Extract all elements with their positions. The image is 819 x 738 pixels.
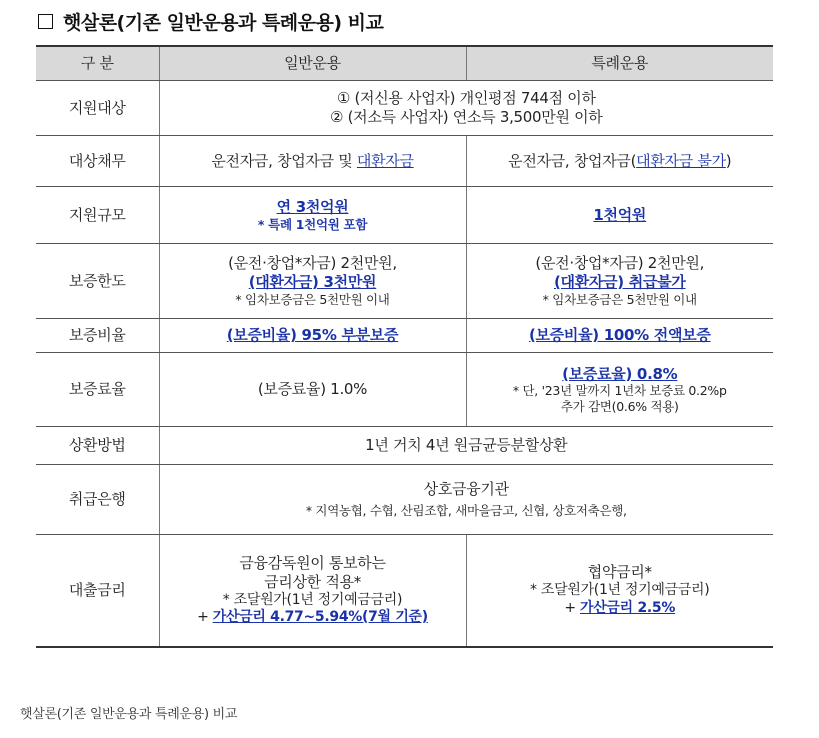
fee-general: (보증료율) 1.0% (257, 380, 368, 399)
bank-cell (159, 465, 773, 535)
debt-special-highlight: 대환자금 불가 (636, 151, 726, 170)
ratio-general-cell (159, 319, 466, 353)
bank-note: * 지역농협, 수협, 산림조합, 새마을금고, 신협, 상호저축은행, (305, 503, 627, 519)
limit-general-note: * 임차보증금은 5천만원 이내 (235, 291, 390, 307)
table-row (36, 353, 773, 427)
rate-general-line-4 (164, 609, 462, 627)
rate-general-prefix: + (197, 609, 213, 625)
table-row (36, 187, 773, 244)
scale-general-note: * 특례 1천억원 포함 (257, 216, 368, 232)
table-row (36, 244, 773, 319)
rate-general-cell (159, 535, 466, 647)
repay-cell: 1년 거치 4년 원금균등분할상환 (159, 427, 773, 465)
ratio-special-cell (466, 319, 773, 353)
row-label-ratio: 보증비율 (36, 319, 159, 353)
fee-general-cell (159, 353, 466, 427)
rate-general-line-2: 금리상한 적용* (264, 572, 361, 591)
table-row (36, 136, 773, 187)
comparison-table (36, 45, 773, 648)
rate-special-prefix: + (564, 599, 580, 616)
rate-general-line-3: * 조달원가(1년 정기예금금리) (222, 591, 403, 608)
debt-general-text: 운전자금, 창업자금 및 (211, 151, 357, 170)
scale-general-cell (159, 187, 466, 244)
debt-general-highlight: 대환자금 (356, 151, 414, 170)
header-general: 일반운용 (159, 46, 466, 81)
ratio-special: (보증비율) 100% 전액보증 (528, 326, 711, 345)
debt-special-end: ) (725, 151, 732, 170)
row-label-rate: 대출금리 (36, 535, 159, 647)
target-cell (159, 81, 773, 136)
rate-special-highlight: 가산금리 2.5% (579, 599, 676, 616)
table-row (36, 319, 773, 353)
checkbox-icon (38, 14, 53, 29)
header-special: 특례운용 (466, 46, 773, 81)
rate-general-highlight: 가산금리 4.77~5.94%(7월 기준) (212, 609, 428, 625)
limit-general-line-2: (대환자금) 3천만원 (248, 273, 377, 292)
row-label-limit: 보증한도 (36, 244, 159, 319)
header-category: 구 분 (36, 46, 159, 81)
limit-special-note: * 임차보증금은 5천만원 이내 (542, 291, 697, 307)
fee-special-note-2: 추가 감면(0.6% 적용) (560, 398, 679, 414)
limit-special-cell (466, 244, 773, 319)
header-row (36, 46, 773, 81)
row-label-scale: 지원규모 (36, 187, 159, 244)
row-label-fee: 보증료율 (36, 353, 159, 427)
scale-special-cell (466, 187, 773, 244)
scale-special-main: 1천억원 (593, 205, 647, 224)
limit-special-line-2: (대환자금) 취급불가 (553, 273, 686, 292)
debt-general-cell (159, 136, 466, 187)
table-row (36, 465, 773, 535)
page-title: 햇살론(기존 일반운용과 특례운용) 비교 (63, 11, 384, 34)
target-line-1: ① (저신용 사업자) 개인평점 744점 이하 (336, 89, 596, 108)
scale-general-main: 연 3천억원 (276, 197, 349, 216)
row-label-repay: 상환방법 (36, 427, 159, 465)
table-row (36, 427, 773, 465)
debt-special-text: 운전자금, 창업자금( (508, 151, 637, 170)
rate-general-line-1: 금융감독원이 통보하는 (239, 554, 386, 572)
title-row (38, 6, 383, 36)
limit-general-cell (159, 244, 466, 319)
table-row (36, 535, 773, 647)
limit-special-line-1: (운전·창업*자금) 2천만원, (535, 254, 705, 273)
image-caption: 햇살론(기존 일반운용과 특례운용) 비교 (20, 707, 238, 722)
target-line-2: ② (저소득 사업자) 연소득 3,500만원 이하 (329, 108, 603, 126)
fee-special-main: (보증료율) 0.8% (562, 364, 678, 383)
bank-main: 상호금융기관 (423, 480, 509, 499)
row-label-bank: 취급은행 (36, 465, 159, 535)
rate-special-line-3 (471, 600, 770, 618)
fee-special-cell (466, 353, 773, 427)
rate-special-line-1: 협약금리* (587, 563, 652, 582)
rate-special-line-2: * 조달원가(1년 정기예금금리) (530, 582, 710, 599)
debt-special-cell (466, 136, 773, 187)
rate-special-cell (466, 535, 773, 647)
row-label-debt: 대상채무 (36, 136, 159, 187)
table-row (36, 81, 773, 136)
limit-general-line-1: (운전·창업*자금) 2천만원, (228, 254, 397, 273)
ratio-general: (보증비율) 95% 부분보증 (226, 326, 399, 345)
row-label-target: 지원대상 (36, 81, 159, 136)
fee-special-note-1: * 단, '23년 말까지 1년차 보증료 0.2%p (512, 383, 727, 399)
